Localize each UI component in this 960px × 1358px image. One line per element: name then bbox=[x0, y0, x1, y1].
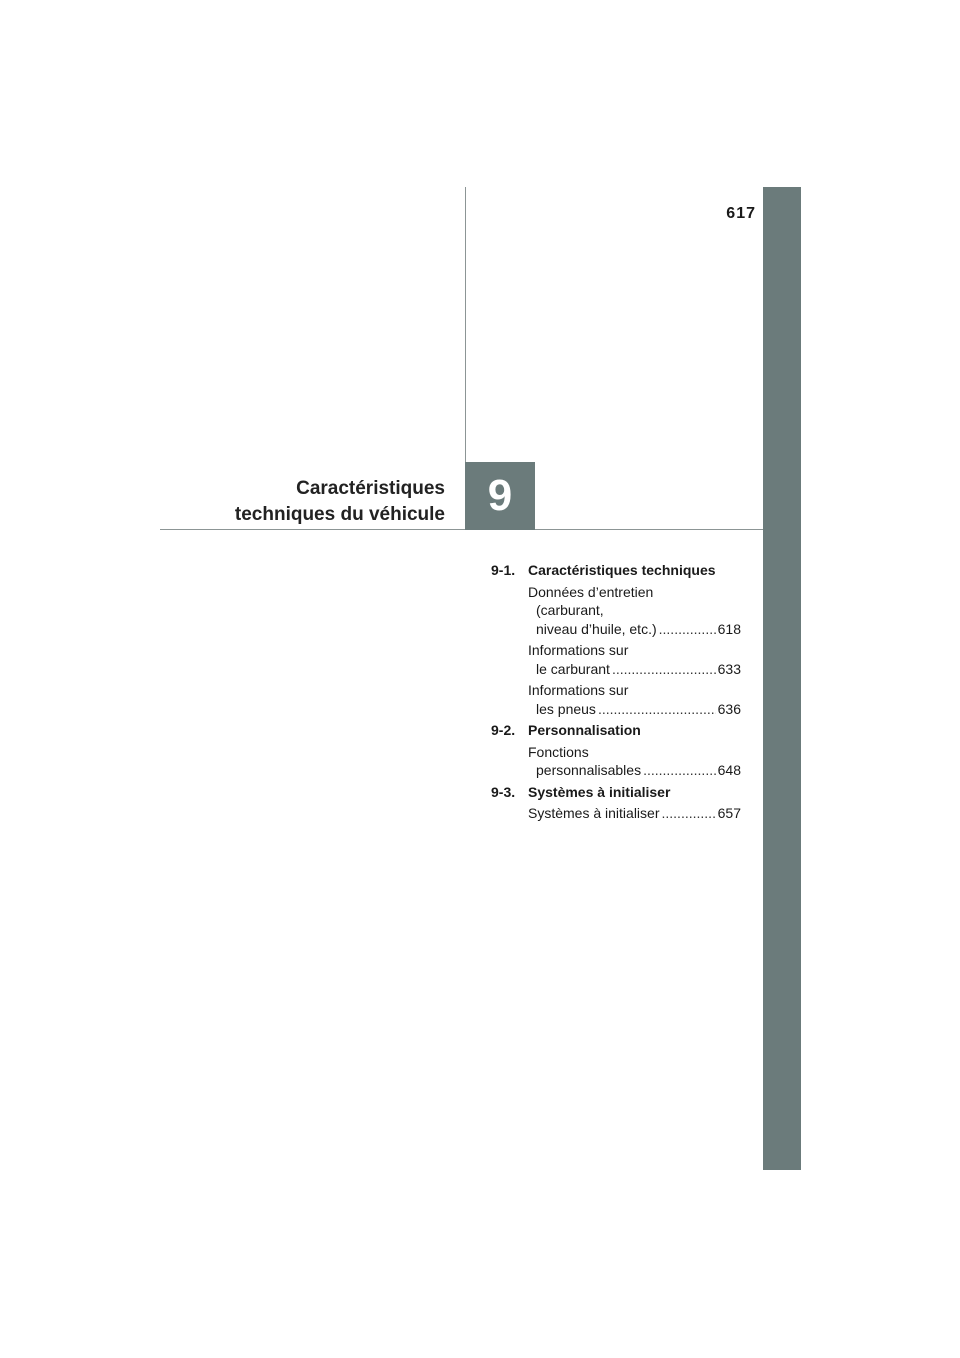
section-number: 9-1. bbox=[491, 562, 516, 578]
entry-page: 633 bbox=[717, 660, 741, 677]
toc-entry-fonctions[interactable] bbox=[491, 743, 741, 780]
entry-text: Informations sur bbox=[528, 682, 629, 698]
entry-text: Fonctions bbox=[528, 743, 589, 760]
section-number: 9-3. bbox=[491, 783, 516, 800]
dot-leader bbox=[598, 700, 716, 719]
entry-page: 648 bbox=[717, 762, 741, 778]
page-number: 617 bbox=[726, 205, 756, 222]
section-title: Personnalisation bbox=[528, 722, 641, 738]
entry-text: le carburant bbox=[536, 660, 610, 677]
chapter-number-box: 9 bbox=[465, 462, 535, 530]
chapter-side-tab bbox=[763, 187, 801, 1170]
entry-text: niveau d’huile, etc.) bbox=[536, 620, 657, 637]
section-number: 9-2. bbox=[491, 722, 516, 738]
entry-leader-line bbox=[528, 660, 741, 679]
entry-text: (carburant, bbox=[536, 602, 604, 618]
table-of-contents bbox=[491, 561, 741, 826]
section-heading[interactable] bbox=[491, 561, 741, 580]
entry-page: 618 bbox=[717, 620, 741, 637]
entry-leader-line bbox=[528, 700, 741, 719]
dot-leader bbox=[659, 620, 716, 639]
section-heading[interactable] bbox=[491, 721, 741, 740]
toc-entry-carburant[interactable] bbox=[491, 641, 741, 678]
toc-section-9-3 bbox=[491, 783, 741, 823]
vertical-rule bbox=[465, 187, 466, 462]
entry-leader-line bbox=[528, 620, 741, 639]
horizontal-rule bbox=[160, 529, 763, 530]
section-title: Systèmes à initialiser bbox=[528, 783, 671, 800]
toc-section-9-2 bbox=[491, 721, 741, 780]
toc-entry-donnees-entretien[interactable] bbox=[491, 583, 741, 639]
entry-leader-line bbox=[528, 804, 741, 823]
toc-entry-pneus[interactable] bbox=[491, 681, 741, 718]
chapter-title-line2: techniques du véhicule bbox=[234, 504, 445, 525]
entry-text: personnalisables bbox=[536, 762, 642, 778]
dot-leader bbox=[662, 804, 716, 823]
entry-text: Informations sur bbox=[528, 642, 629, 658]
entry-page: 636 bbox=[717, 700, 741, 717]
dot-leader bbox=[643, 761, 716, 780]
section-heading[interactable] bbox=[491, 783, 741, 802]
chapter-title bbox=[235, 476, 445, 528]
entry-text: les pneus bbox=[536, 700, 596, 717]
entry-text: Données d’entretien bbox=[528, 583, 654, 600]
chapter-title-line1: Caractéristiques bbox=[296, 478, 445, 499]
dot-leader bbox=[612, 660, 716, 679]
entry-text: Systèmes à initialiser bbox=[528, 805, 660, 821]
entry-page: 657 bbox=[717, 805, 741, 821]
section-title: Caractéristiques techniques bbox=[528, 562, 716, 578]
entry-leader-line bbox=[528, 761, 741, 780]
toc-entry-systemes[interactable] bbox=[491, 804, 741, 823]
toc-section-9-1 bbox=[491, 561, 741, 718]
